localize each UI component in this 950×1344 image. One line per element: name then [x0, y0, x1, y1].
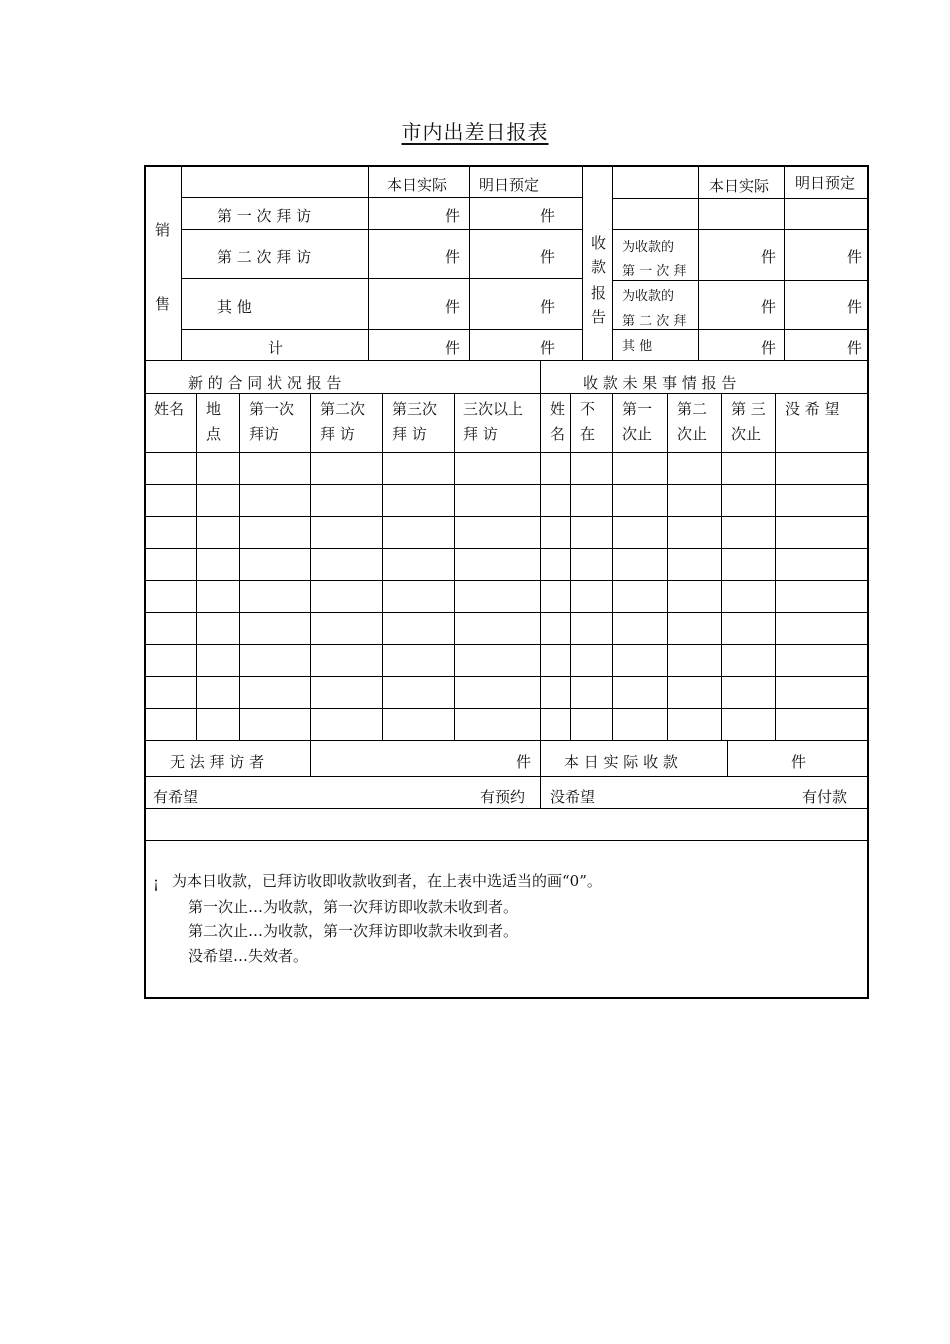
column-header: 拜 访	[463, 425, 498, 443]
column-header: 第三次	[392, 400, 438, 418]
collection-side-label: 告	[591, 308, 607, 326]
sales-side-label-top: 销	[155, 221, 171, 239]
column-header: 第二	[677, 400, 708, 418]
column-header: 在	[580, 425, 596, 443]
collection-col-actual: 本日实际	[709, 177, 770, 195]
sales-row-actual-unit: 件	[445, 207, 461, 225]
collection-row-label: 第 一 次 拜	[622, 264, 687, 279]
sales-total-label: 计	[268, 339, 284, 357]
note-line: 第二次止…为收款，第一次拜访即收款未收到者。	[188, 922, 519, 940]
collection-row-plan-unit: 件	[847, 298, 863, 316]
column-header: 不	[580, 400, 596, 418]
sales-row-label: 第 一 次 拜 访	[217, 207, 312, 225]
sales-row-plan-unit: 件	[540, 248, 556, 266]
paid-label: 有付款	[802, 788, 848, 806]
note-line: 没希望…失效者。	[188, 947, 309, 965]
column-header: 第一次	[249, 400, 295, 418]
collection-side-label: 收	[591, 234, 607, 252]
note-line: 第一次止…为收款，第一次拜访即收款未收到者。	[188, 898, 519, 916]
collection-row-label: 其 他	[622, 339, 653, 354]
column-header: 第二次	[320, 400, 366, 418]
column-header: 三次以上	[463, 400, 524, 418]
column-header: 拜访	[249, 425, 280, 443]
column-header: 拜 访	[392, 425, 427, 443]
column-header: 拜 访	[320, 425, 355, 443]
column-header: 地	[206, 400, 222, 418]
collection-row-label: 为收款的	[622, 289, 675, 304]
unpaid-section-header: 收 款 未 果 事 情 报 告	[583, 374, 737, 392]
sales-row-actual-unit: 件	[445, 248, 461, 266]
unable-to-visit-label: 无 法 拜 访 者	[170, 753, 265, 771]
sales-row-label: 第 二 次 拜 访	[217, 248, 312, 266]
collection-side-label: 报	[591, 284, 607, 302]
sales-side-label-bottom: 售	[155, 295, 171, 313]
column-header: 第 三	[731, 400, 766, 418]
hopeful-label: 有希望	[153, 788, 199, 806]
collection-row-actual-unit: 件	[761, 248, 777, 266]
collection-row-label: 为收款的	[622, 240, 675, 255]
sales-row-label: 其 他	[217, 298, 252, 316]
sales-col-actual: 本日实际	[387, 176, 448, 194]
today-collection-unit: 件	[791, 753, 807, 771]
sales-row-plan-unit: 件	[540, 339, 556, 357]
sales-row-plan-unit: 件	[540, 298, 556, 316]
sales-row-actual-unit: 件	[445, 298, 461, 316]
column-header: 第一	[622, 400, 653, 418]
collection-row-actual-unit: 件	[761, 298, 777, 316]
column-header: 姓	[550, 400, 566, 418]
note-line: 为本日收款，已拜访收即收款收到者，在上表中选适当的画“0”。	[172, 872, 602, 890]
collection-side-label: 款	[591, 258, 607, 276]
column-header: 点	[206, 425, 222, 443]
reserved-label: 有预约	[480, 788, 526, 806]
collection-row-label: 第 二 次 拜	[622, 314, 687, 329]
sales-row-plan-unit: 件	[540, 207, 556, 225]
today-collection-label: 本 日 实 际 收 款	[564, 753, 678, 771]
column-header: 名	[550, 425, 566, 443]
collection-col-plan: 明日预定	[795, 174, 856, 192]
sales-row-actual-unit: 件	[445, 339, 461, 357]
collection-row-plan-unit: 件	[847, 248, 863, 266]
column-header: 没 希 望	[785, 400, 840, 418]
unable-to-visit-unit: 件	[516, 753, 532, 771]
note-bullet: ¡	[153, 874, 160, 892]
collection-row-actual-unit: 件	[761, 339, 777, 357]
column-header: 姓名	[154, 400, 185, 418]
contract-section-header: 新 的 合 同 状 况 报 告	[188, 374, 342, 392]
sales-col-plan: 明日预定	[479, 176, 540, 194]
collection-row-plan-unit: 件	[847, 339, 863, 357]
column-header: 次止	[731, 425, 762, 443]
no-hope-label: 没希望	[550, 788, 596, 806]
column-header: 次止	[677, 425, 708, 443]
column-header: 次止	[622, 425, 653, 443]
page-title: 市内出差日报表	[401, 120, 549, 144]
